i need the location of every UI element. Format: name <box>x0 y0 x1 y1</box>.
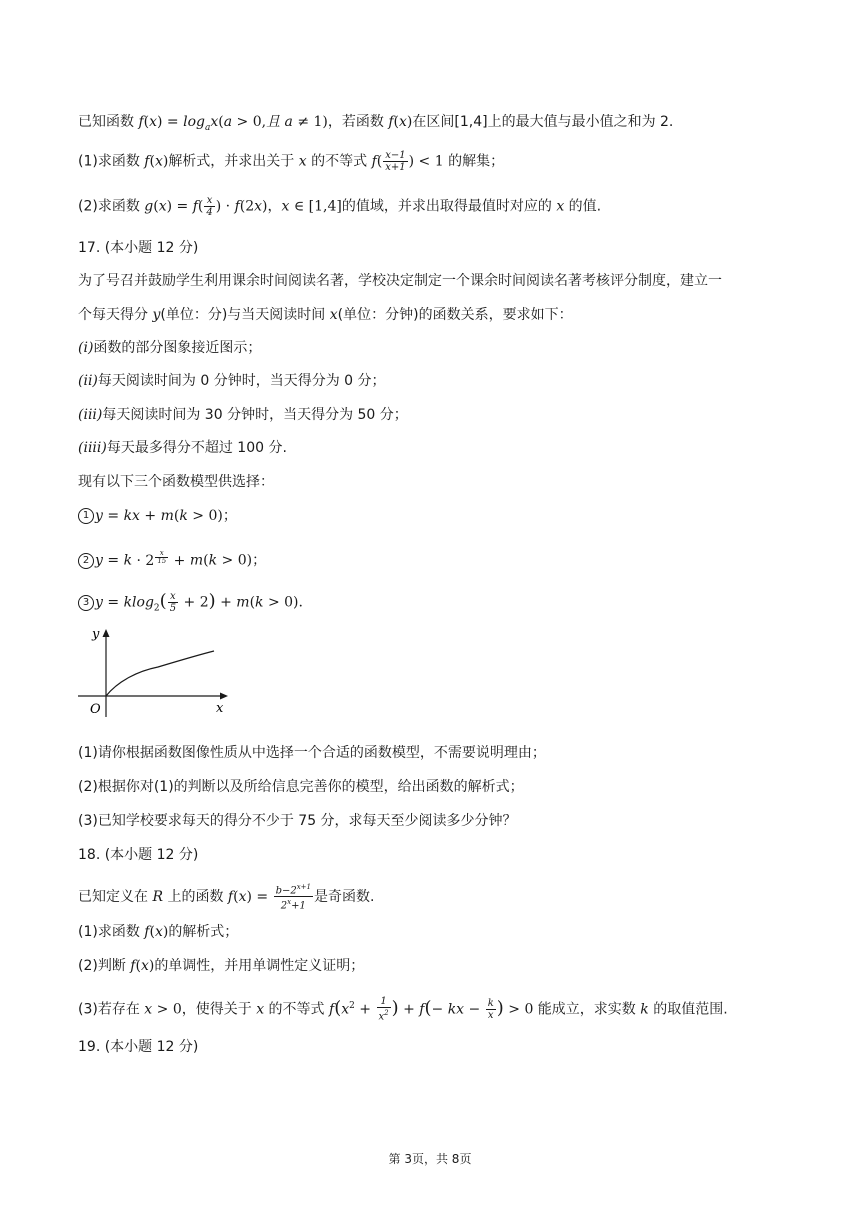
q17-header: 17. (本小题 12 分) <box>78 240 199 256</box>
q17-condition-4: (iiii)每天最多得分不超过 100 分. <box>78 440 287 456</box>
graph-origin-label: O <box>90 702 101 717</box>
q18-part3: (3)若存在 x > 0，使得关于 x 的不等式 $f(x^2$ + $\frac{1}{x^2}$ ) + f(− kx − $\frac{k}{x}$ ) > 0 能成立，求实数 k 的取值范围. <box>78 996 728 1023</box>
q18-stem: 已知定义在 R 上的函数 f(x) = $\frac{b-2^{x+1}}{2^x+1}$ 是奇函数. <box>78 883 375 912</box>
q17-sub3: (3)已知学校要求每天的得分不少于 75 分，求每天至少阅读多少分钟？ <box>78 813 517 829</box>
graph-x-label: x <box>216 701 224 716</box>
graph-y-label: y <box>92 627 100 642</box>
q17-intro-line2: 个每天得分 y(单位：分)与当天阅读时间 x(单位：分钟)的函数关系，要求如下： <box>78 307 573 323</box>
q18-part2: (2)判断 f(x)的单调性，并用单调性定义证明； <box>78 958 365 974</box>
q17-sub2: (2)根据你对(1)的判断以及所给信息完善你的模型，给出函数的解析式； <box>78 779 524 795</box>
y-axis-arrow <box>103 629 110 637</box>
q17-sub1: (1)请你根据函数图像性质从中选择一个合适的函数模型，不需要说明理由； <box>78 745 546 761</box>
q19-header: 19. (本小题 12 分) <box>78 1039 199 1055</box>
q17-model-2: 2 y = k · 2 $^{\frac{x}{15}}$ + m(k > 0)； <box>78 547 266 571</box>
q17-model-1: 1 y = kx + m(k > 0)； <box>78 506 237 526</box>
function-graph <box>78 625 238 720</box>
q18-part1: (1)求函数 f(x)的解析式； <box>78 924 239 940</box>
q17-intro-line1: 为了号召并鼓励学生利用课余时间阅读名著，学校决定制定一个课余时间阅读名著考核评分制度，建立一 <box>78 273 722 289</box>
q16-part2: (2)求函数 g(x) = f( $\frac{x}{4}$ ) · f(2x)，x ∈ [1,4]的值域，并求出取得最值时对应的 x 的值. <box>78 195 602 218</box>
q17-models-intro: 现有以下三个函数模型供选择： <box>78 474 274 490</box>
page-footer: 第 3页，共 8页 <box>388 1152 472 1166</box>
q16-stem: 已知函数 $f(x) = \log_ax(a > 0$,且 a ≠ 1)，若函数 f(x)在区间[1,4]上的最大值与最小值之和为 2. <box>78 114 674 133</box>
q17-condition-3: (iii)每天阅读时间为 30 分钟时，当天得分为 50 分； <box>78 407 408 423</box>
q17-model-3: 3 y = klog$_2$( $\frac{x}{5}$ + 2) + m(k > 0). <box>78 591 303 618</box>
curve <box>106 651 214 696</box>
q17-condition-1: (i)函数的部分图象接近图示； <box>78 340 262 356</box>
x-axis-arrow <box>220 693 228 700</box>
q16-part1: (1)求函数 f(x)解析式，并求出关于 x 的不等式 f( $\frac{x-1}{x+1}$ ) < 1 的解集； <box>78 150 505 173</box>
q17-condition-2: (ii)每天阅读时间为 0 分钟时，当天得分为 0 分； <box>78 373 386 389</box>
q18-header: 18. (本小题 12 分) <box>78 847 199 863</box>
